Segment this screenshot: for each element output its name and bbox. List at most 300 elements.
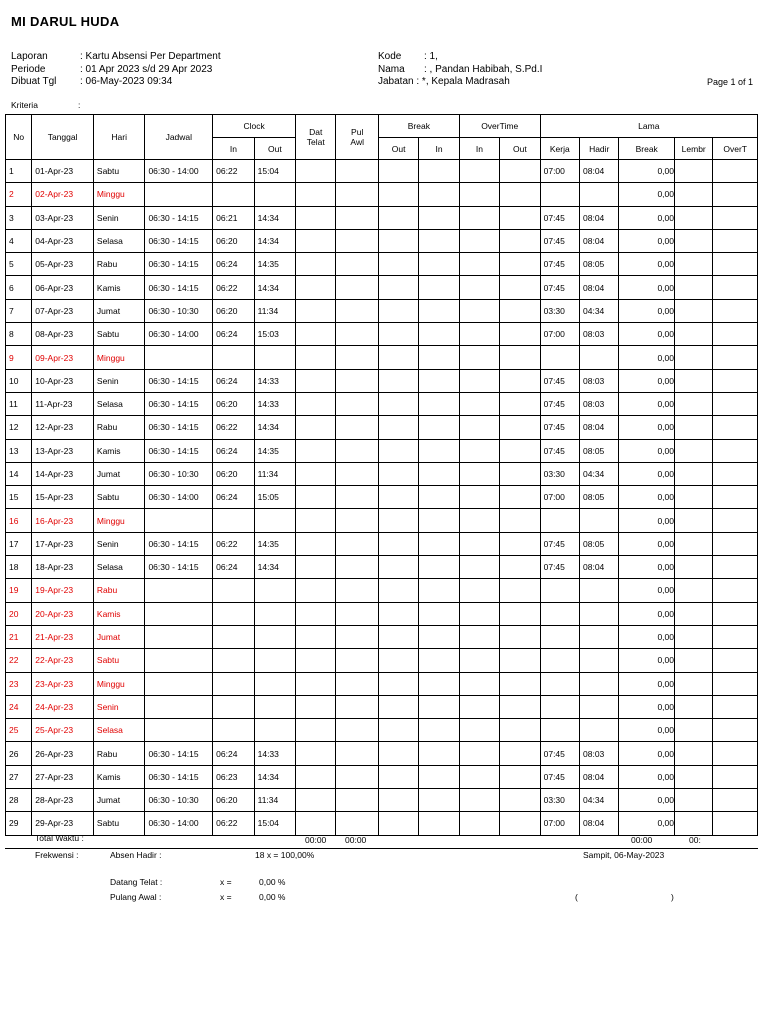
row-ot-out	[500, 625, 540, 648]
row-lembr	[675, 369, 713, 392]
row-hari: Kamis	[93, 276, 145, 299]
row-ot-in	[459, 183, 499, 206]
row-break-out	[378, 346, 418, 369]
row-lama-break: 0,00	[619, 812, 675, 835]
row-overt	[713, 719, 758, 742]
row-kerja	[540, 719, 579, 742]
row-lembr	[675, 299, 713, 322]
row-ot-in	[459, 672, 499, 695]
row-hadir: 08:05	[580, 439, 619, 462]
col-kerja: Kerja	[540, 138, 579, 160]
row-ot-out	[500, 462, 540, 485]
col-hadir: Hadir	[580, 138, 619, 160]
absen-hadir-label: Absen Hadir :	[110, 850, 162, 860]
row-no: 24	[6, 695, 32, 718]
col-break-out: Out	[378, 138, 418, 160]
row-clock-out: 15:03	[254, 323, 295, 346]
row-tanggal: 17-Apr-23	[32, 532, 94, 555]
row-clock-in	[213, 183, 254, 206]
row-pul-awl	[336, 625, 378, 648]
row-hadir	[580, 183, 619, 206]
col-tanggal: Tanggal	[32, 115, 94, 160]
row-kerja: 07:45	[540, 556, 579, 579]
row-jadwal: 06:30 - 14:15	[145, 369, 213, 392]
row-jadwal: 06:30 - 14:15	[145, 229, 213, 252]
row-overt	[713, 346, 758, 369]
row-pul-awl	[336, 183, 378, 206]
row-break-out	[378, 695, 418, 718]
row-hari: Sabtu	[93, 160, 145, 183]
row-clock-out: 15:05	[254, 486, 295, 509]
row-kerja: 03:30	[540, 299, 579, 322]
table-row	[6, 602, 758, 625]
row-tanggal: 23-Apr-23	[32, 672, 94, 695]
row-no: 19	[6, 579, 32, 602]
row-lama-break: 0,00	[619, 462, 675, 485]
row-jadwal: 06:30 - 14:15	[145, 532, 213, 555]
row-dat-telat	[296, 509, 336, 532]
row-ot-out	[500, 160, 540, 183]
row-ot-in	[459, 556, 499, 579]
row-hadir: 08:05	[580, 532, 619, 555]
row-break-out	[378, 160, 418, 183]
row-break-out	[378, 789, 418, 812]
row-pul-awl	[336, 579, 378, 602]
kode-value: : 1,	[424, 51, 438, 62]
row-kerja: 07:45	[540, 206, 579, 229]
laporan-value: : Kartu Absensi Per Department	[80, 51, 221, 62]
row-hari: Kamis	[93, 439, 145, 462]
row-no: 1	[6, 160, 32, 183]
row-hari: Kamis	[93, 602, 145, 625]
kriteria-colon: :	[78, 100, 81, 110]
row-break-out	[378, 719, 418, 742]
row-jadwal	[145, 625, 213, 648]
row-kerja	[540, 346, 579, 369]
row-overt	[713, 183, 758, 206]
row-tanggal: 10-Apr-23	[32, 369, 94, 392]
row-tanggal: 29-Apr-23	[32, 812, 94, 835]
row-clock-out	[254, 579, 295, 602]
col-break-in: In	[419, 138, 459, 160]
row-ot-out	[500, 253, 540, 276]
row-dat-telat	[296, 392, 336, 415]
row-break-in	[419, 719, 459, 742]
row-break-in	[419, 812, 459, 835]
row-dat-telat	[296, 253, 336, 276]
row-lembr	[675, 183, 713, 206]
row-no: 8	[6, 323, 32, 346]
periode-label: Periode	[11, 64, 46, 75]
col-dat-telat-line2: Telat	[306, 137, 325, 147]
row-tanggal: 09-Apr-23	[32, 346, 94, 369]
row-clock-in: 06:23	[213, 765, 254, 788]
row-break-in	[419, 392, 459, 415]
row-lama-break: 0,00	[619, 765, 675, 788]
row-jadwal	[145, 509, 213, 532]
row-hadir	[580, 509, 619, 532]
row-hari: Sabtu	[93, 486, 145, 509]
row-hadir: 08:04	[580, 416, 619, 439]
row-tanggal: 28-Apr-23	[32, 789, 94, 812]
row-no: 17	[6, 532, 32, 555]
row-ot-out	[500, 276, 540, 299]
row-dat-telat	[296, 649, 336, 672]
row-lembr	[675, 486, 713, 509]
row-dat-telat	[296, 602, 336, 625]
row-tanggal: 05-Apr-23	[32, 253, 94, 276]
row-break-in	[419, 742, 459, 765]
row-lama-break: 0,00	[619, 299, 675, 322]
total-pulang-awal: 00:00	[345, 835, 367, 845]
row-break-out	[378, 742, 418, 765]
row-no: 15	[6, 486, 32, 509]
row-tanggal: 13-Apr-23	[32, 439, 94, 462]
row-no: 16	[6, 509, 32, 532]
row-tanggal: 01-Apr-23	[32, 160, 94, 183]
table-row	[6, 416, 758, 439]
row-lembr	[675, 439, 713, 462]
row-dat-telat	[296, 579, 336, 602]
row-kerja: 07:45	[540, 369, 579, 392]
footer-divider	[5, 848, 758, 849]
table-row	[6, 323, 758, 346]
row-no: 14	[6, 462, 32, 485]
row-ot-in	[459, 160, 499, 183]
col-lembr: Lembr	[675, 138, 713, 160]
row-hadir: 04:34	[580, 462, 619, 485]
row-break-in	[419, 509, 459, 532]
row-clock-in: 06:24	[213, 253, 254, 276]
row-clock-in	[213, 649, 254, 672]
col-break: Break	[378, 115, 459, 138]
row-clock-out: 14:35	[254, 439, 295, 462]
row-break-out	[378, 416, 418, 439]
row-ot-in	[459, 276, 499, 299]
row-ot-in	[459, 392, 499, 415]
row-jadwal: 06:30 - 14:15	[145, 556, 213, 579]
row-kerja: 07:45	[540, 439, 579, 462]
row-tanggal: 19-Apr-23	[32, 579, 94, 602]
row-overt	[713, 160, 758, 183]
row-lama-break: 0,00	[619, 789, 675, 812]
row-jadwal	[145, 579, 213, 602]
row-lembr	[675, 789, 713, 812]
row-clock-in: 06:20	[213, 462, 254, 485]
col-clock-in: In	[213, 138, 254, 160]
row-break-in	[419, 160, 459, 183]
row-lama-break: 0,00	[619, 392, 675, 415]
row-hadir: 08:04	[580, 812, 619, 835]
row-hari: Senin	[93, 206, 145, 229]
total-break: 00:00	[631, 835, 653, 845]
row-lama-break: 0,00	[619, 649, 675, 672]
row-hadir	[580, 625, 619, 648]
row-clock-out: 14:35	[254, 253, 295, 276]
row-break-in	[419, 369, 459, 392]
row-no: 22	[6, 649, 32, 672]
pulang-awal-label: Pulang Awal :	[110, 892, 162, 902]
row-clock-in: 06:22	[213, 812, 254, 835]
row-clock-in: 06:24	[213, 486, 254, 509]
row-ot-in	[459, 416, 499, 439]
row-overt	[713, 486, 758, 509]
row-jadwal: 06:30 - 14:15	[145, 392, 213, 415]
row-pul-awl	[336, 253, 378, 276]
row-dat-telat	[296, 532, 336, 555]
row-dat-telat	[296, 439, 336, 462]
row-clock-in	[213, 509, 254, 532]
row-kerja: 07:45	[540, 532, 579, 555]
col-overt: OverT	[713, 138, 758, 160]
row-hari: Minggu	[93, 672, 145, 695]
row-ot-out	[500, 789, 540, 812]
row-ot-out	[500, 392, 540, 415]
absen-hadir-value: 18 x = 100,00%	[255, 850, 315, 860]
row-ot-in	[459, 299, 499, 322]
row-ot-out	[500, 323, 540, 346]
row-ot-in	[459, 346, 499, 369]
row-overt	[713, 602, 758, 625]
row-no: 9	[6, 346, 32, 369]
row-ot-out	[500, 672, 540, 695]
row-overt	[713, 812, 758, 835]
row-kerja: 07:45	[540, 742, 579, 765]
row-hadir	[580, 672, 619, 695]
row-overt	[713, 439, 758, 462]
table-row	[6, 812, 758, 835]
row-dat-telat	[296, 812, 336, 835]
total-telat: 00:00	[305, 835, 327, 845]
col-clock: Clock	[213, 115, 296, 138]
row-lama-break: 0,00	[619, 672, 675, 695]
row-lembr	[675, 253, 713, 276]
row-tanggal: 07-Apr-23	[32, 299, 94, 322]
row-pul-awl	[336, 672, 378, 695]
row-lembr	[675, 719, 713, 742]
row-lama-break: 0,00	[619, 439, 675, 462]
row-tanggal: 21-Apr-23	[32, 625, 94, 648]
col-no: No	[6, 115, 32, 160]
row-clock-in	[213, 346, 254, 369]
row-ot-out	[500, 206, 540, 229]
row-tanggal: 02-Apr-23	[32, 183, 94, 206]
col-lama-break: Break	[619, 138, 675, 160]
row-break-out	[378, 532, 418, 555]
row-jadwal: 06:30 - 14:15	[145, 765, 213, 788]
table-row	[6, 509, 758, 532]
row-ot-out	[500, 742, 540, 765]
row-clock-in: 06:22	[213, 160, 254, 183]
row-hari: Jumat	[93, 462, 145, 485]
row-lama-break: 0,00	[619, 276, 675, 299]
datang-telat-value: 0,00 %	[259, 877, 286, 887]
row-ot-out	[500, 509, 540, 532]
row-hari: Sabtu	[93, 323, 145, 346]
table-row	[6, 625, 758, 648]
row-break-in	[419, 229, 459, 252]
row-hari: Minggu	[93, 183, 145, 206]
col-pul-awl-line1: Pul	[351, 127, 364, 137]
row-break-out	[378, 369, 418, 392]
pulang-awal-x: x =	[220, 892, 232, 902]
col-lama: Lama	[540, 115, 757, 138]
row-tanggal: 20-Apr-23	[32, 602, 94, 625]
row-no: 21	[6, 625, 32, 648]
row-lembr	[675, 672, 713, 695]
row-dat-telat	[296, 229, 336, 252]
signature-close: )	[671, 892, 674, 902]
row-ot-in	[459, 439, 499, 462]
row-ot-out	[500, 346, 540, 369]
table-row	[6, 556, 758, 579]
row-ot-in	[459, 625, 499, 648]
row-lembr	[675, 765, 713, 788]
row-hadir: 08:04	[580, 765, 619, 788]
row-pul-awl	[336, 206, 378, 229]
table-row	[6, 695, 758, 718]
row-no: 29	[6, 812, 32, 835]
row-hari: Sabtu	[93, 649, 145, 672]
row-break-out	[378, 229, 418, 252]
row-hadir	[580, 602, 619, 625]
row-dat-telat	[296, 742, 336, 765]
row-clock-in: 06:24	[213, 556, 254, 579]
row-ot-out	[500, 695, 540, 718]
row-lembr	[675, 392, 713, 415]
row-ot-in	[459, 509, 499, 532]
row-jadwal: 06:30 - 14:00	[145, 812, 213, 835]
row-lembr	[675, 276, 713, 299]
row-clock-in: 06:22	[213, 276, 254, 299]
col-pul-awl	[336, 115, 378, 160]
row-overt	[713, 765, 758, 788]
row-pul-awl	[336, 276, 378, 299]
row-lembr	[675, 742, 713, 765]
row-break-in	[419, 765, 459, 788]
row-dat-telat	[296, 695, 336, 718]
row-no: 13	[6, 439, 32, 462]
row-overt	[713, 206, 758, 229]
row-kerja	[540, 602, 579, 625]
row-clock-in: 06:24	[213, 439, 254, 462]
table-row	[6, 439, 758, 462]
row-ot-out	[500, 532, 540, 555]
dibuat-label: Dibuat Tgl	[11, 76, 57, 87]
row-ot-in	[459, 695, 499, 718]
row-hari: Sabtu	[93, 812, 145, 835]
row-hadir: 04:34	[580, 299, 619, 322]
table-row	[6, 649, 758, 672]
row-overt	[713, 416, 758, 439]
row-clock-out: 14:35	[254, 532, 295, 555]
row-hari: Selasa	[93, 719, 145, 742]
row-kerja: 07:45	[540, 276, 579, 299]
row-clock-out: 15:04	[254, 160, 295, 183]
col-ot-in: In	[459, 138, 499, 160]
row-clock-out	[254, 649, 295, 672]
row-lama-break: 0,00	[619, 625, 675, 648]
row-ot-out	[500, 299, 540, 322]
row-lama-break: 0,00	[619, 416, 675, 439]
row-lembr	[675, 812, 713, 835]
row-clock-out	[254, 183, 295, 206]
row-lama-break: 0,00	[619, 602, 675, 625]
row-kerja	[540, 695, 579, 718]
row-clock-out	[254, 346, 295, 369]
row-lama-break: 0,00	[619, 579, 675, 602]
row-jadwal: 06:30 - 14:15	[145, 439, 213, 462]
row-kerja	[540, 625, 579, 648]
row-break-out	[378, 392, 418, 415]
row-pul-awl	[336, 532, 378, 555]
row-lama-break: 0,00	[619, 509, 675, 532]
row-ot-out	[500, 369, 540, 392]
row-ot-in	[459, 789, 499, 812]
row-pul-awl	[336, 719, 378, 742]
row-dat-telat	[296, 183, 336, 206]
row-clock-in: 06:22	[213, 532, 254, 555]
row-overt	[713, 742, 758, 765]
row-clock-out	[254, 672, 295, 695]
row-break-out	[378, 765, 418, 788]
row-dat-telat	[296, 556, 336, 579]
datang-telat-x: x =	[220, 877, 232, 887]
row-no: 27	[6, 765, 32, 788]
row-tanggal: 16-Apr-23	[32, 509, 94, 532]
row-lama-break: 0,00	[619, 719, 675, 742]
row-clock-out: 11:34	[254, 462, 295, 485]
kriteria-label: Kriteria	[11, 100, 38, 110]
row-dat-telat	[296, 462, 336, 485]
row-kerja	[540, 649, 579, 672]
row-lembr	[675, 462, 713, 485]
row-tanggal: 18-Apr-23	[32, 556, 94, 579]
nama-label: Nama	[378, 64, 405, 75]
row-break-out	[378, 812, 418, 835]
row-clock-in	[213, 719, 254, 742]
row-clock-in: 06:20	[213, 789, 254, 812]
table-row	[6, 719, 758, 742]
row-clock-out	[254, 625, 295, 648]
row-hadir: 08:03	[580, 392, 619, 415]
row-hadir: 08:05	[580, 253, 619, 276]
row-ot-out	[500, 486, 540, 509]
row-jadwal	[145, 183, 213, 206]
row-lembr	[675, 323, 713, 346]
table-row	[6, 369, 758, 392]
row-lembr	[675, 229, 713, 252]
row-clock-in	[213, 625, 254, 648]
row-ot-out	[500, 416, 540, 439]
row-clock-in: 06:21	[213, 206, 254, 229]
table-row	[6, 765, 758, 788]
row-no: 6	[6, 276, 32, 299]
row-hari: Senin	[93, 369, 145, 392]
row-jadwal: 06:30 - 14:15	[145, 253, 213, 276]
row-break-out	[378, 323, 418, 346]
row-overt	[713, 323, 758, 346]
table-header-row-1	[6, 115, 758, 138]
row-break-in	[419, 276, 459, 299]
periode-value: : 01 Apr 2023 s/d 29 Apr 2023	[80, 64, 213, 75]
kode-label: Kode	[378, 51, 402, 62]
row-overt	[713, 509, 758, 532]
row-kerja: 07:45	[540, 253, 579, 276]
row-break-in	[419, 672, 459, 695]
row-tanggal: 08-Apr-23	[32, 323, 94, 346]
col-dat-telat-line1: Dat	[309, 127, 323, 137]
